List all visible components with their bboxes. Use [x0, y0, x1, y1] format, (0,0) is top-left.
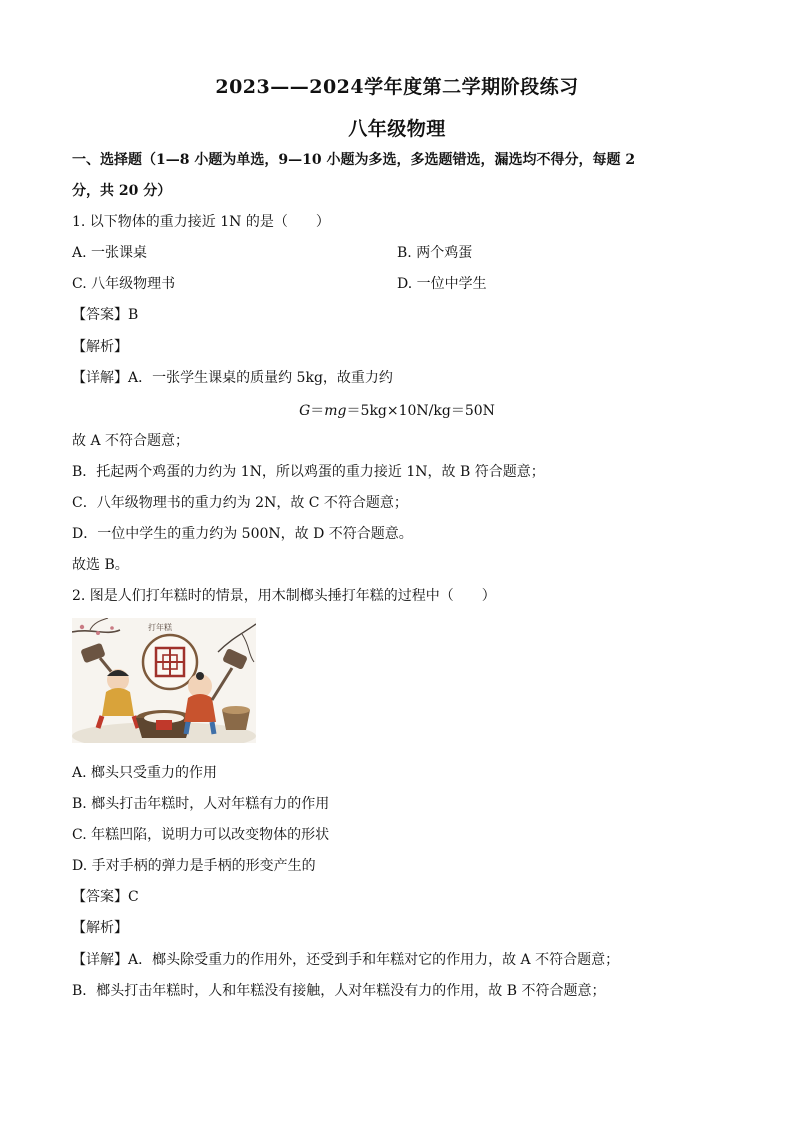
q1-option-b: B. 两个鸡蛋 [397, 245, 473, 261]
q1-option-c: C. 八年级物理书 [72, 276, 176, 292]
q2-analysis: 【解析】 [72, 920, 128, 936]
q1-analysis: 【解析】 [72, 339, 128, 355]
q2-option-c: C. 年糕凹陷，说明力可以改变物体的形状 [72, 827, 330, 843]
q1-stem: 1. 以下物体的重力接近 1N 的是（ ） [72, 214, 330, 230]
illustration-svg [72, 618, 256, 743]
q1-formula [0, 400, 794, 420]
q1-line-5: 故选 B。 [72, 557, 129, 573]
formula-result: ＝5kg×10N/kg＝50N [346, 403, 495, 419]
section-heading-line2: 分，共 20 分） [72, 183, 172, 199]
exam-subtitle: 八年级物理 [348, 118, 446, 140]
formula-g: G [299, 403, 311, 419]
formula-mg: mg [324, 403, 347, 419]
q1-line-4: D．一位中学生的重力约为 500N，故 D 不符合题意。 [72, 526, 413, 542]
section-heading-line1: 一、选择题（1—8 小题为单选，9—10 小题为多选，多选题错选，漏选均不得分，每题 2 [72, 152, 636, 168]
q1-line-3: C．八年级物理书的重力约为 2N，故 C 不符合题意； [72, 495, 408, 511]
q2-option-a: A. 榔头只受重力的作用 [72, 765, 218, 781]
q1-line-1: 故 A 不符合题意； [72, 433, 190, 449]
illustration-caption: 打年糕 [148, 623, 172, 632]
exam-title: 2023——2024学年度第二学期阶段练习 [215, 76, 579, 98]
q1-detail: 【详解】A．一张学生课桌的质量约 5kg，故重力约 [72, 370, 393, 386]
q2-option-d: D. 手对手柄的弹力是手柄的形变产生的 [72, 858, 316, 874]
q1-option-d: D. 一位中学生 [397, 276, 487, 292]
q1-line-2: B．托起两个鸡蛋的力约为 1N，所以鸡蛋的重力接近 1N，故 B 符合题意； [72, 464, 545, 480]
q2-stem: 2. 图是人们打年糕时的情景，用木制榔头捶打年糕的过程中（ ） [72, 588, 496, 604]
q2-detail: 【详解】A．榔头除受重力的作用外，还受到手和年糕对它的作用力，故 A 不符合题意； [72, 952, 620, 968]
q2-option-b: B. 榔头打击年糕时，人对年糕有力的作用 [72, 796, 330, 812]
formula-equals: ＝ [310, 403, 325, 419]
q2-answer: 【答案】C [72, 889, 139, 905]
rice-cake-illustration [72, 618, 256, 743]
q1-answer: 【答案】B [72, 307, 139, 323]
q1-option-a: A. 一张课桌 [72, 245, 148, 261]
q2-line-b: B．榔头打击年糕时，人和年糕没有接触，人对年糕没有力的作用，故 B 不符合题意； [72, 983, 606, 999]
